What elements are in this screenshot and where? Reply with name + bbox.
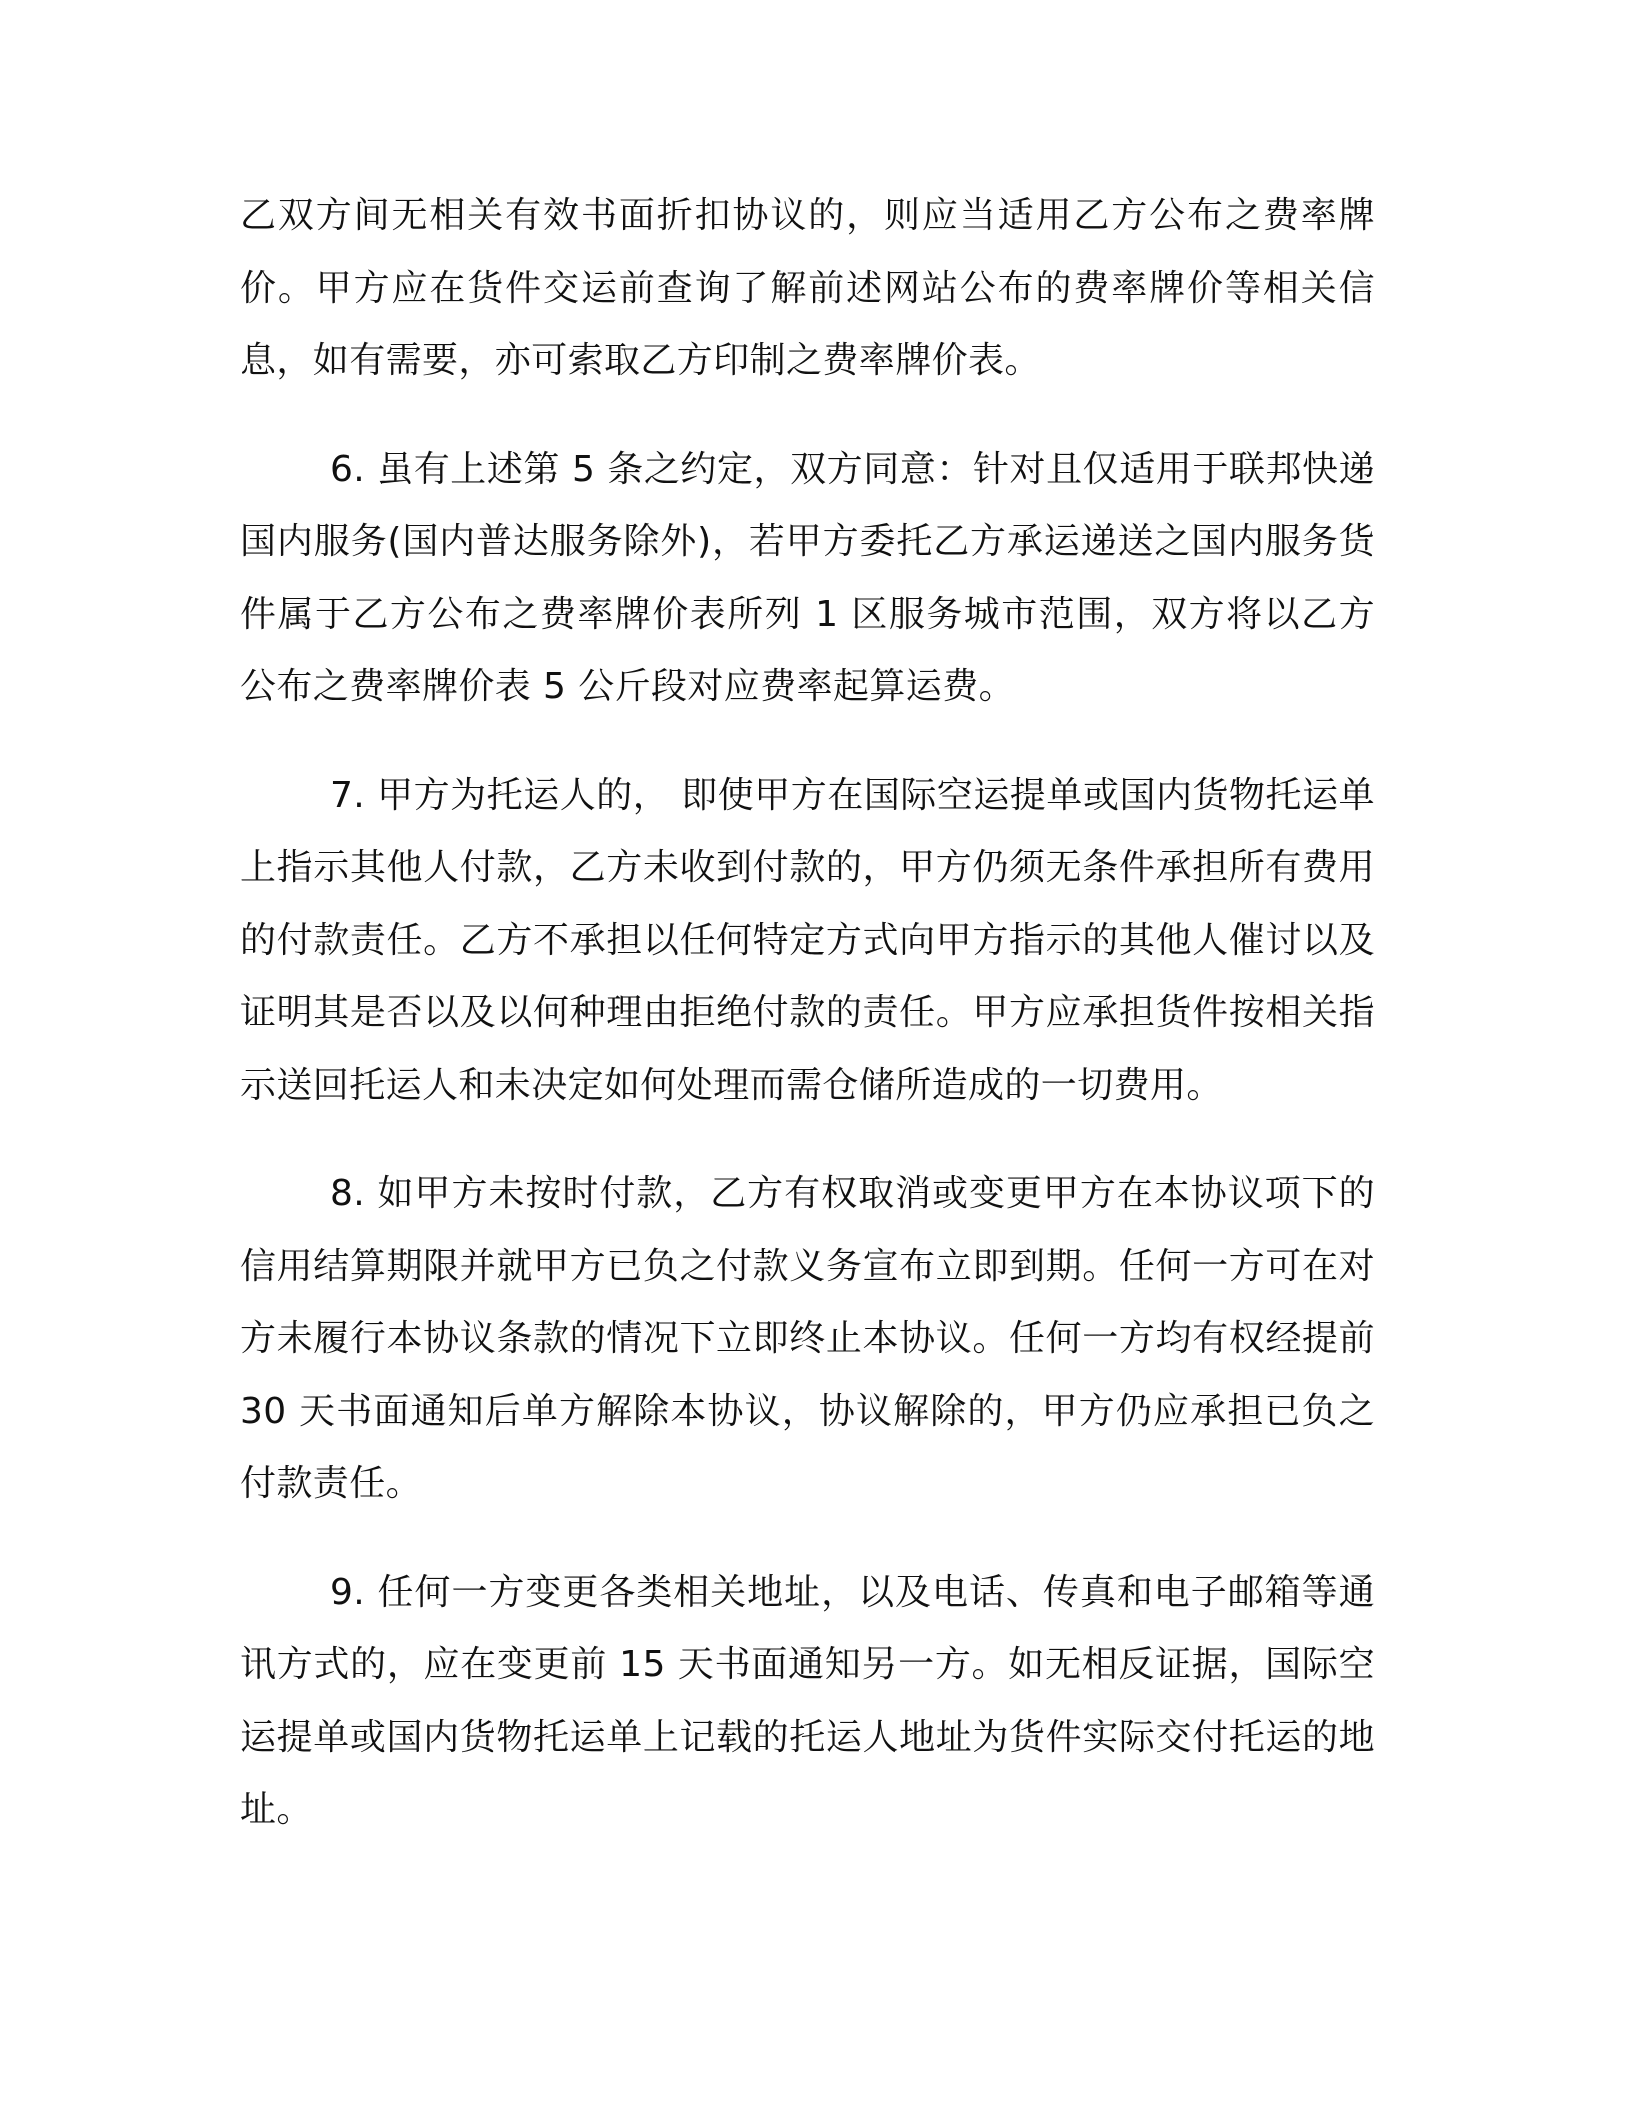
paragraph-text: 9. 任何一方变更各类相关地址，以及电话、传真和电子邮箱等通讯方式的，应在变更前 15 天书面通知另一方。如无相反证据，国际空运提单或国内货物托运单上记载的托运人地址为货件实际交付托运的地址。 [240, 1571, 1375, 1830]
paragraph-clause-9 [240, 1557, 1375, 1847]
paragraph-text: 8. 如甲方未按时付款，乙方有权取消或变更甲方在本协议项下的信用结算期限并就甲方已负之付款义务宣布立即到期。任何一方可在对方未履行本协议条款的情况下立即终止本协议。任何一方均有权经提前 30 天书面通知后单方解除本协议，协议解除的，甲方仍应承担已负之付款责任。 [240, 1173, 1375, 1504]
paragraph-continuation [240, 180, 1375, 398]
paragraph-clause-7 [240, 760, 1375, 1123]
paragraph-clause-6 [240, 434, 1375, 724]
paragraph-text: 7. 甲方为托运人的， 即使甲方在国际空运提单或国内货物托运单上指示其他人付款，乙方未收到付款的，甲方仍须无条件承担所有费用的付款责任。乙方不承担以任何特定方式向甲方指示的其他人催讨以及证明其是否以及以何种理由拒绝付款的责任。甲方应承担货件按相关指示送回托运人和未决定如何处理而需仓储所造成的一切费用。 [240, 774, 1375, 1106]
paragraph-text: 乙双方间无相关有效书面折扣协议的，则应当适用乙方公布之费率牌价。甲方应在货件交运前查询了解前述网站公布的费率牌价等相关信息，如有需要，亦可索取乙方印制之费率牌价表。 [240, 195, 1375, 381]
paragraph-text: 6. 虽有上述第 5 条之约定，双方同意：针对且仅适用于联邦快递国内服务(国内普达服务除外)，若甲方委托乙方承运递送之国内服务货件属于乙方公布之费率牌价表所列 1 区服务城市范围，双方将以乙方公布之费率牌价表 5 公斤段对应费率起算运费。 [240, 448, 1375, 707]
paragraph-clause-8 [240, 1158, 1375, 1521]
document-body [240, 180, 1375, 1847]
